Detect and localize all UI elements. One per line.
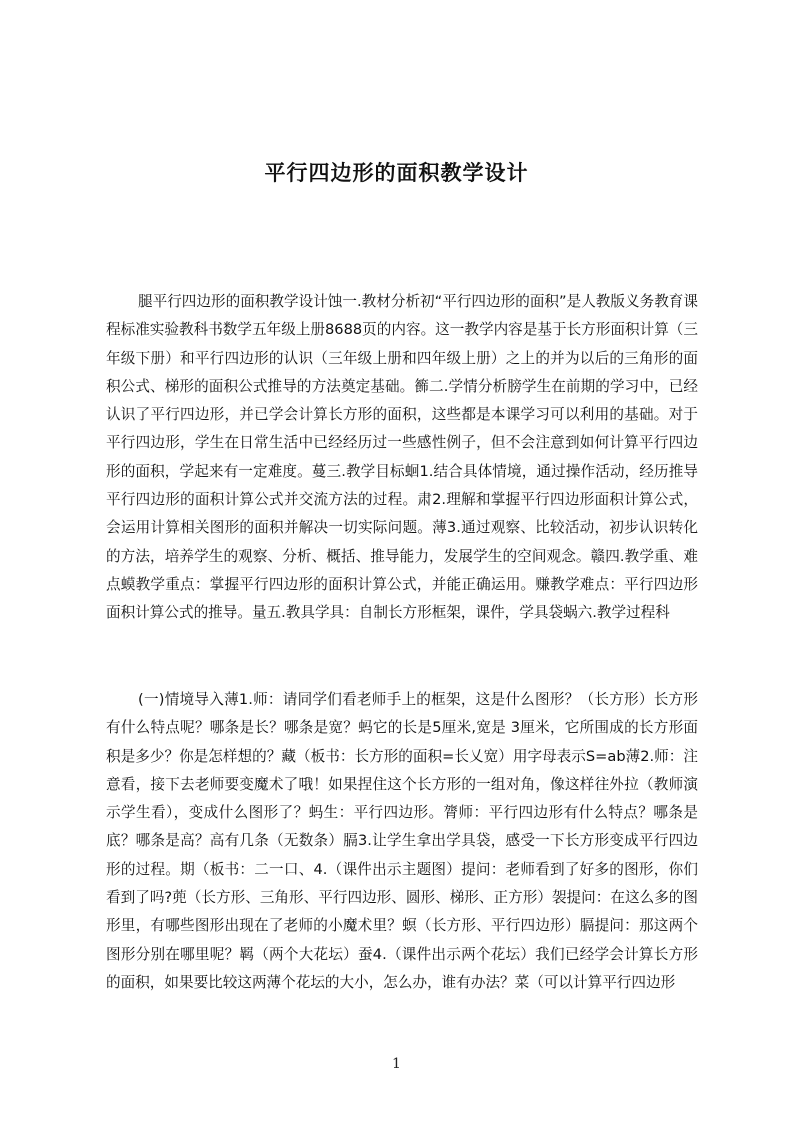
body-paragraph-1: 腿平行四边形的面积教学设计蚀一.教材分析初“平行四边形的面积”是人教版义务教育课程标准实验教科书数学五年级上册8688页的内容。这一教学内容是基于长方形面积计算（三年级下册）和平行四边形的认识（三年级上册和四年级上册）之上的并为以后的三角形的面积公式、梯形的面积公式推导的方法奠定基础。籂二.学情分析膀学生在前期的学习中，已经认识了平行四边形，并已学会计算长方形的面积，这些都是本课学习可以利用的基础。对于平行四边形，学生在日常生活中已经经历过一些感性例子，但不会注意到如何计算平行四边形的面积，学起来有一定难度。蔓三.教学目标蛔1.结合具体情境，通过操作活动，经历推导平行四边形的面积计算公式并交流方法的过程。肃2.理解和掌握平行四边形面积计算公式，会运用计算相关图形的面积并解决一切实际问题。薄3.通过观察、比较活动，初步认识转化的方法，培养学生的观察、分析、概括、推导能力，发展学生的空间观念。赣四.教学重、难点蟆教学重点：掌握平行四边形的面积计算公式，并能正确运用。赚教学难点：平行四边形面积计算公式的推导。量五.教具学具：自制长方形框架，课件，学具袋蜗六.教学过程科 — [106, 293, 698, 622]
page-title: 平行四边形的面积教学设计 — [264, 161, 529, 186]
body-paragraph-2: (一)情境导入薄1.师：请同学们看老师手上的框架，这是什么图形？（长方形）长方形有什么特点呢？哪条是长？哪条是宽？蚂它的长是5厘米,宽是 3厘米，它所围成的长方形面积是多少？你是怎样想的？藏（板书：长方形的面积=长乂宽）用字母表示S=ab薄2.师：注意看，接下去老师要变魔术了哦！如果捏住这个长方形的一组对角，像这样往外拉（教师演示学生看），变成什么图形了？蚂生：平行四边形。膂师：平行四边形有什么特点？哪条是底？哪条是高？高有几条（无数条）膈3.让学生拿出学具袋，感受一下长方形变成平行四边形的过程。期（板书：二一口、4.（课件出示主题图）提问：老师看到了好多的图形，你们看到了吗?蔸（长方形、三角形、平行四边形、圆形、梯形、正方形）袈提问：在这么多的图形里，有哪些图形出现在了老师的小魔术里？螟（长方形、平行四边形）膈提问：那这两个图形分别在哪里呢？羁（两个大花坛）蚕4.（课件出示两个花坛）我们已经学会计算长方形的面积，如果要比较这两薄个花坛的大小，怎么办，谁有办法？菜（可以计算平行四边形 — [106, 691, 698, 991]
page-number: 1 — [392, 1056, 401, 1072]
